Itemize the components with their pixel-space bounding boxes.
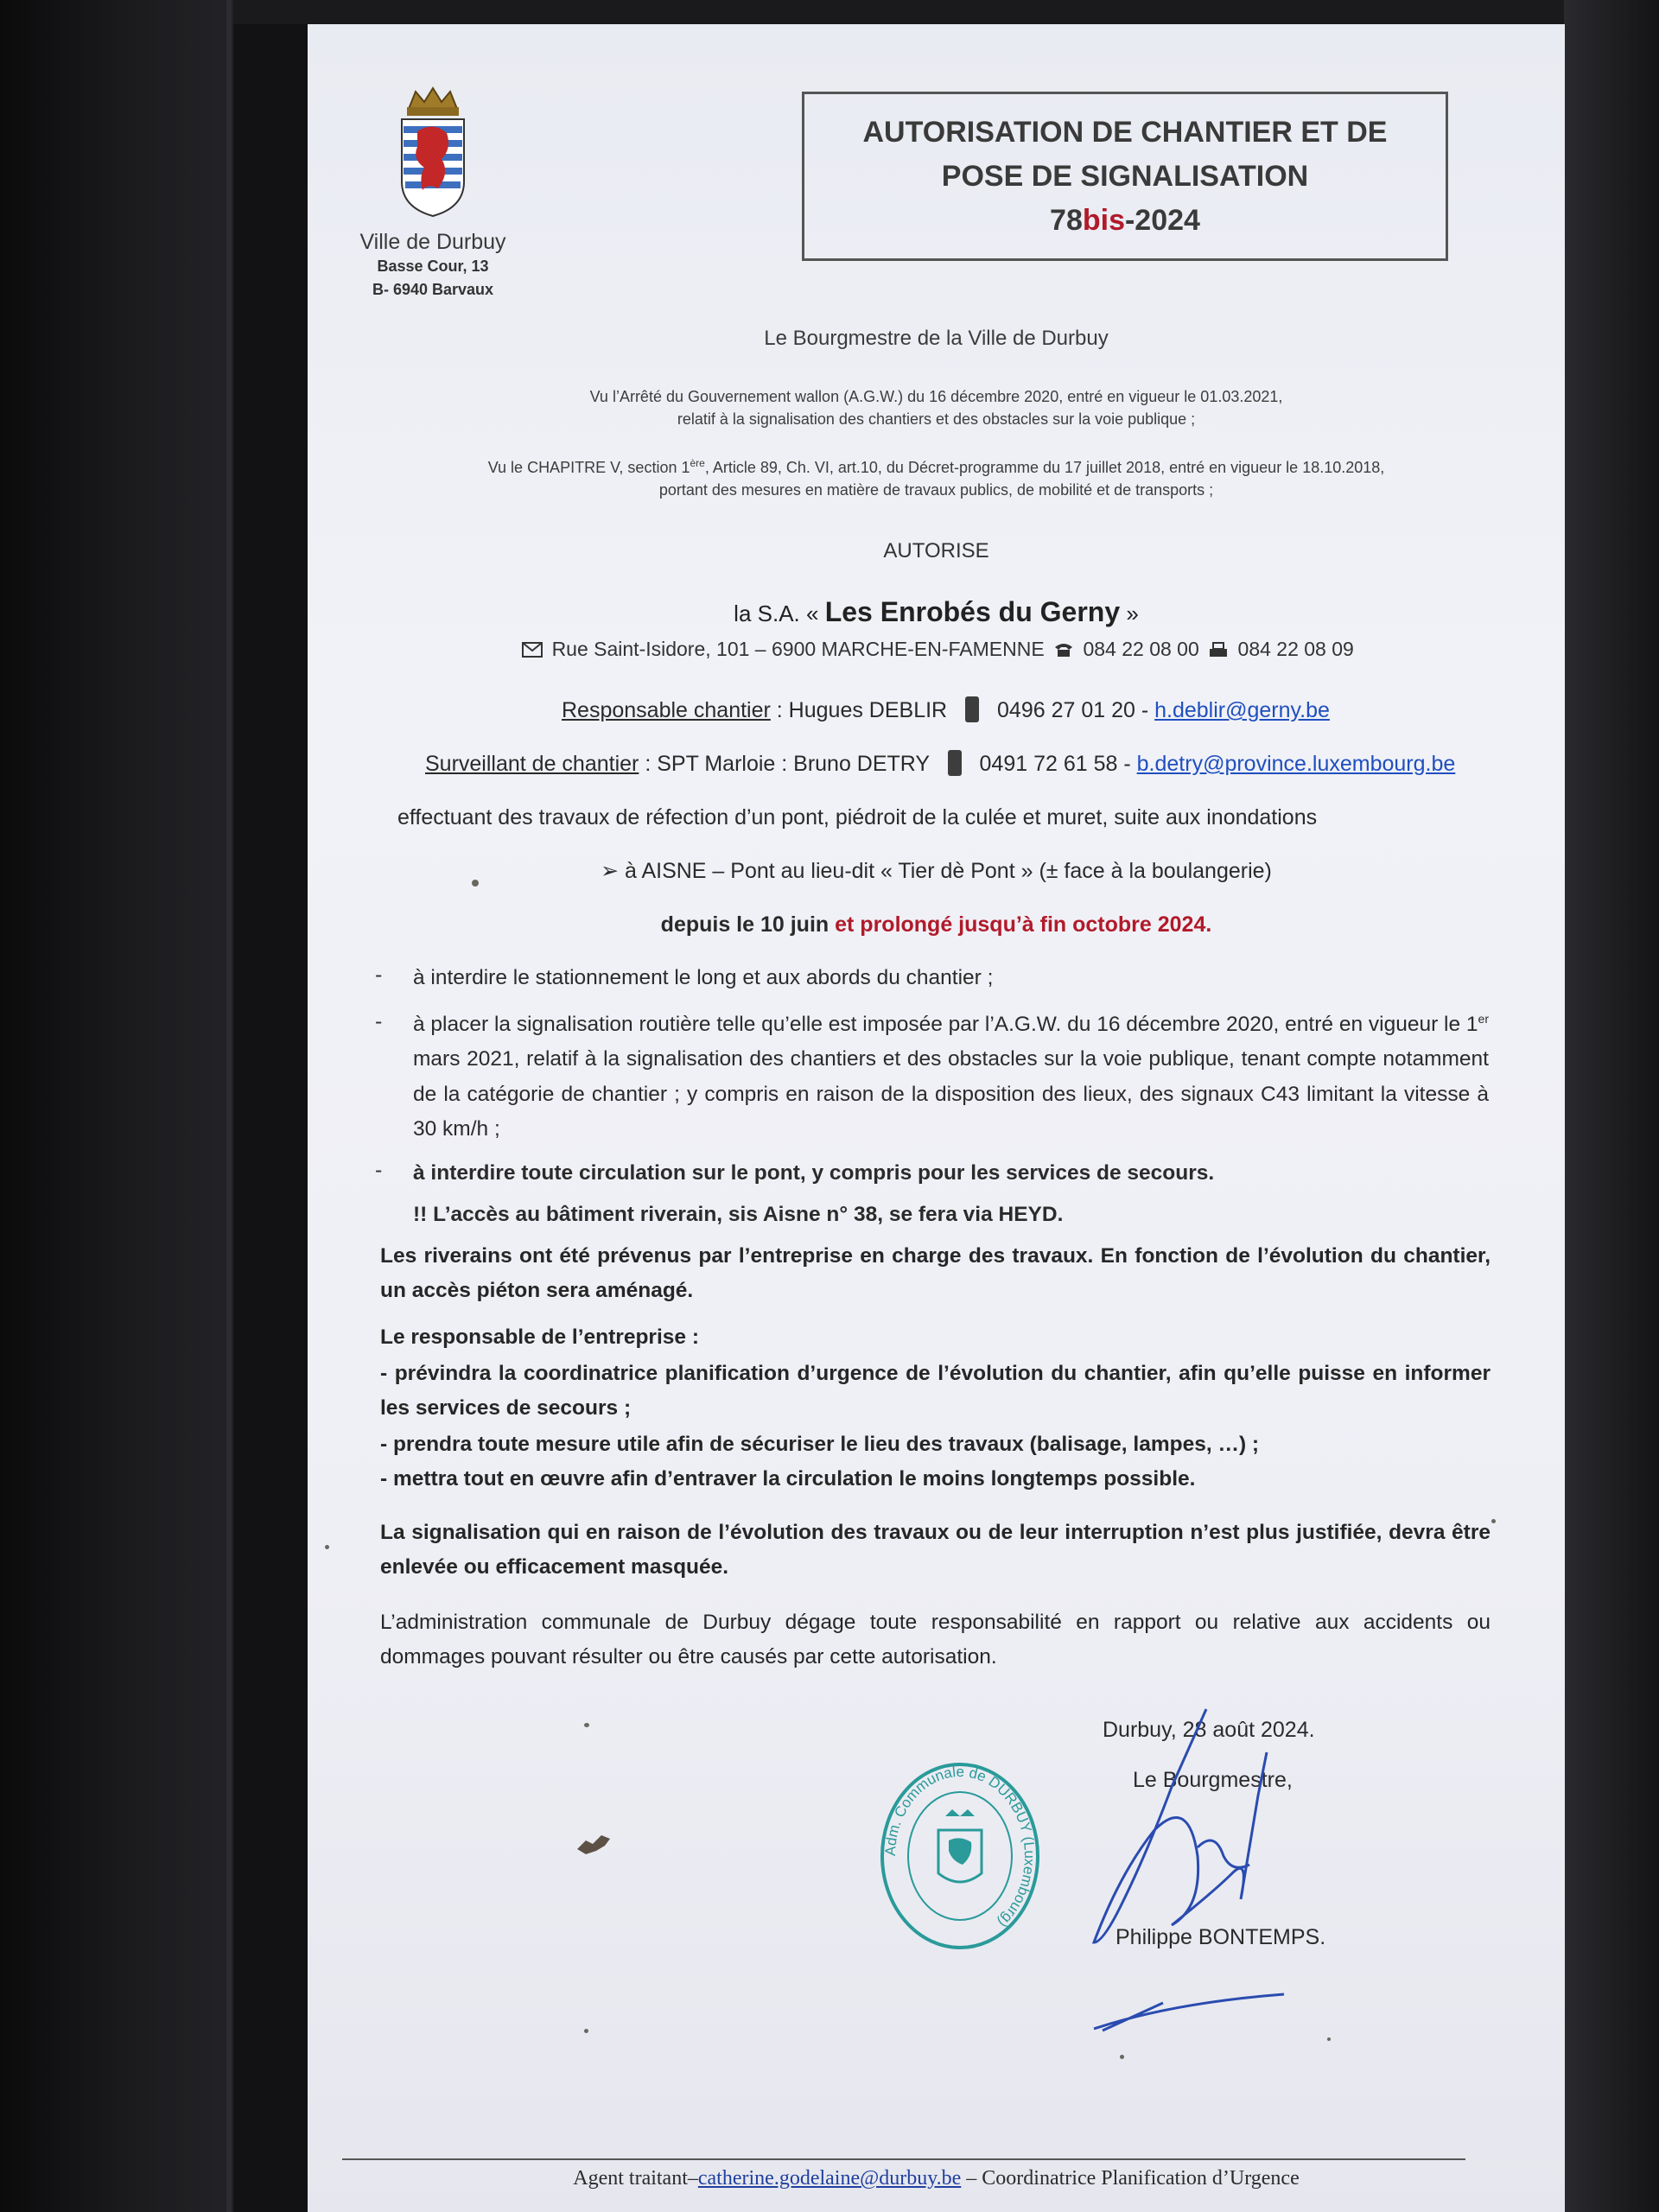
title-line2: POSE DE SIGNALISATION bbox=[941, 159, 1309, 193]
official-stamp bbox=[878, 1761, 1042, 1951]
signage-removal-note: La signalisation qui en raison de l’évolution des travaux ou de leur interruption n’est plus justifiée, devra être enlevée ou efficacement masquée. bbox=[380, 1521, 1491, 1580]
works-period bbox=[308, 907, 1565, 942]
site-supervisor-label: Surveillant de chantier bbox=[425, 752, 639, 776]
stamp-text-path: Adm. Communale de DURBUY (Luxembourg) bbox=[881, 1763, 1039, 1931]
ref-year: -2024 bbox=[1124, 203, 1200, 237]
legal-basis-1-line2: relatif à la signalisation des chantiers et des obstacles sur la voie publique ; bbox=[677, 410, 1196, 429]
site-supervisor-phone: 0491 72 61 58 - bbox=[979, 752, 1131, 776]
condition-no-parking: à interdire le stationnement le long et aux abords du chantier ; bbox=[413, 966, 994, 989]
site-manager-name: : Hugues DEBLIR bbox=[776, 698, 948, 722]
legal-basis-2-text-a: Vu le CHAPITRE V, section 1 bbox=[487, 459, 690, 476]
company-phone: 084 22 08 00 bbox=[1083, 638, 1199, 660]
paper-speck bbox=[584, 2029, 588, 2033]
site-supervisor-line bbox=[425, 750, 1455, 777]
site-supervisor-email[interactable]: b.detry@province.luxembourg.be bbox=[1136, 752, 1456, 776]
company-suffix: » bbox=[1126, 601, 1139, 626]
mobile-phone-icon bbox=[965, 696, 979, 722]
company-address: Rue Saint-Isidore, 101 – 6900 MARCHE-EN-FAMENNE bbox=[551, 638, 1045, 660]
condition-signage bbox=[413, 1007, 1489, 1147]
handwritten-signature bbox=[1068, 1683, 1293, 2046]
legal-basis-2-text-b: , Article 89, Ch. VI, art.10, du Décret-programme du 17 juillet 2018, entré en vigueur le 18.10.2018, bbox=[704, 459, 1385, 476]
town-name: Ville de Durbuy bbox=[359, 230, 506, 254]
signature-place-date: Durbuy, 28 août 2024. bbox=[1103, 1718, 1315, 1742]
footer-line bbox=[308, 2167, 1565, 2190]
condition-signage-text-b: mars 2021, relatif à la signalisation des chantiers et des obstacles sur la voie publique, tenant compte notamment de la catégorie de chantier ; y compris en raison de la disposition des lieux, des signaux C43 limitant la vitesse à 30 km/h ; bbox=[413, 1047, 1489, 1141]
footer-divider bbox=[342, 2158, 1465, 2160]
company-contact-line bbox=[308, 638, 1565, 661]
signature-role: Le Bourgmestre, bbox=[1133, 1768, 1293, 1792]
company-fax: 084 22 08 09 bbox=[1237, 638, 1354, 660]
footer-role: – Coordinatrice Planification d’Urgence bbox=[966, 2167, 1300, 2190]
town-address-line1: Basse Cour, 13 bbox=[377, 257, 489, 275]
period-extension: et prolongé jusqu’à fin octobre 2024. bbox=[835, 912, 1212, 937]
works-location: ➢ à AISNE – Pont au lieu-dit « Tier dè Pont » (± face à la boulangerie) bbox=[601, 859, 1272, 883]
fax-icon bbox=[1208, 642, 1229, 658]
paper-speck bbox=[325, 1545, 329, 1549]
condition-access-note: !! L’accès au bâtiment riverain, sis Aisne n° 38, se fera via HEYD. bbox=[413, 1203, 1064, 1226]
mobile-phone-icon bbox=[948, 750, 962, 776]
legal-basis-2-sup: ère bbox=[690, 457, 705, 469]
paper-speck bbox=[1491, 1519, 1496, 1523]
bullet-dash: - bbox=[375, 1158, 383, 1182]
footer-email[interactable]: catherine.godelaine@durbuy.be bbox=[697, 2167, 962, 2190]
company-prefix: la S.A. « bbox=[734, 601, 819, 626]
footer-label: Agent traitant– bbox=[573, 2167, 698, 2190]
town-logo-block bbox=[342, 86, 524, 302]
coat-of-arms-icon bbox=[390, 86, 476, 225]
paper-stain bbox=[575, 1830, 613, 1856]
responsible-intro: Le responsable de l’entreprise : bbox=[380, 1325, 699, 1349]
site-supervisor-name: : SPT Marloie : Bruno DETRY bbox=[645, 752, 930, 776]
paper-speck bbox=[584, 1723, 589, 1727]
bullet-dash: - bbox=[375, 963, 383, 987]
period-start: depuis le 10 juin bbox=[660, 912, 830, 937]
bezel-top bbox=[233, 0, 1564, 24]
company-name: Les Enrobés du Gerny bbox=[824, 596, 1121, 627]
envelope-icon bbox=[522, 642, 543, 658]
condition-no-traffic: à interdire toute circulation sur le pont, y compris pour les services de secours. bbox=[413, 1161, 1215, 1185]
bezel-seam bbox=[226, 0, 232, 2212]
ref-bis: bis bbox=[1082, 203, 1125, 237]
liability-disclaimer: L’administration communale de Durbuy dégage toute responsabilité en rapport ou relative aux accidents ou dommages pouvant résulter ou être causés par cette autorisation. bbox=[380, 1611, 1491, 1669]
legal-basis-1 bbox=[308, 385, 1565, 430]
phone-bezel-right bbox=[1564, 0, 1659, 2212]
works-description: effectuant des travaux de réfection d’un pont, piédroit de la culée et muret, suite aux inondations bbox=[397, 805, 1318, 830]
signatory-name: Philippe BONTEMPS. bbox=[1116, 1925, 1326, 1949]
condition-signage-sup: er bbox=[1478, 1011, 1489, 1026]
phone-bezel-left bbox=[0, 0, 233, 2212]
ref-number: 78 bbox=[1050, 203, 1083, 237]
condition-signage-text-a: à placer la signalisation routière telle qu’elle est imposée par l’A.G.W. du 16 décembre 2020, entré en vigueur le 1 bbox=[413, 1013, 1478, 1036]
paper-speck bbox=[1120, 2055, 1124, 2059]
legal-basis-2-line2: portant des mesures en matière de travaux publics, de mobilité et de transports ; bbox=[658, 481, 1214, 499]
site-manager-label: Responsable chantier bbox=[562, 698, 771, 722]
responsibility-secure: - prendra toute mesure utile afin de sécuriser le lieu des travaux (balisage, lampes, …) ; bbox=[380, 1433, 1260, 1456]
paper-speck bbox=[1327, 2037, 1331, 2041]
legal-basis-2 bbox=[308, 456, 1565, 501]
site-manager-email[interactable]: h.deblir@gerny.be bbox=[1154, 698, 1330, 722]
legal-basis-1-line1: Vu l’Arrêté du Gouvernement wallon (A.G.W.) du 16 décembre 2020, entré en vigueur le 01.03.2021, bbox=[589, 388, 1283, 405]
telephone-icon bbox=[1053, 642, 1074, 658]
site-manager-phone: 0496 27 01 20 - bbox=[997, 698, 1149, 722]
document-page bbox=[308, 24, 1565, 2212]
responsibility-minimize: - mettra tout en œuvre afin d’entraver la circulation le moins longtemps possible. bbox=[380, 1467, 1196, 1491]
responsibility-notify: - prévindra la coordinatrice planification d’urgence de l’évolution du chantier, afin qu’elle puisse en informer les services de secours ; bbox=[380, 1362, 1491, 1421]
legal-basis-2-line1 bbox=[308, 456, 1565, 479]
issuer-line: Le Bourgmestre de la Ville de Durbuy bbox=[764, 327, 1109, 350]
residents-note: Les riverains ont été prévenus par l’entreprise en charge des travaux. En fonction de l’évolution du chantier, un accès piéton sera aménagé. bbox=[380, 1244, 1491, 1303]
town-address-line2: B- 6940 Barvaux bbox=[372, 281, 494, 298]
site-manager-line bbox=[562, 696, 1330, 723]
company-line bbox=[308, 596, 1565, 628]
document-title-box bbox=[802, 92, 1448, 261]
bullet-dash: - bbox=[375, 1009, 383, 1033]
title-line1: AUTORISATION DE CHANTIER ET DE bbox=[862, 115, 1388, 149]
decision-heading: AUTORISE bbox=[883, 539, 989, 563]
reference-number bbox=[1050, 199, 1200, 243]
